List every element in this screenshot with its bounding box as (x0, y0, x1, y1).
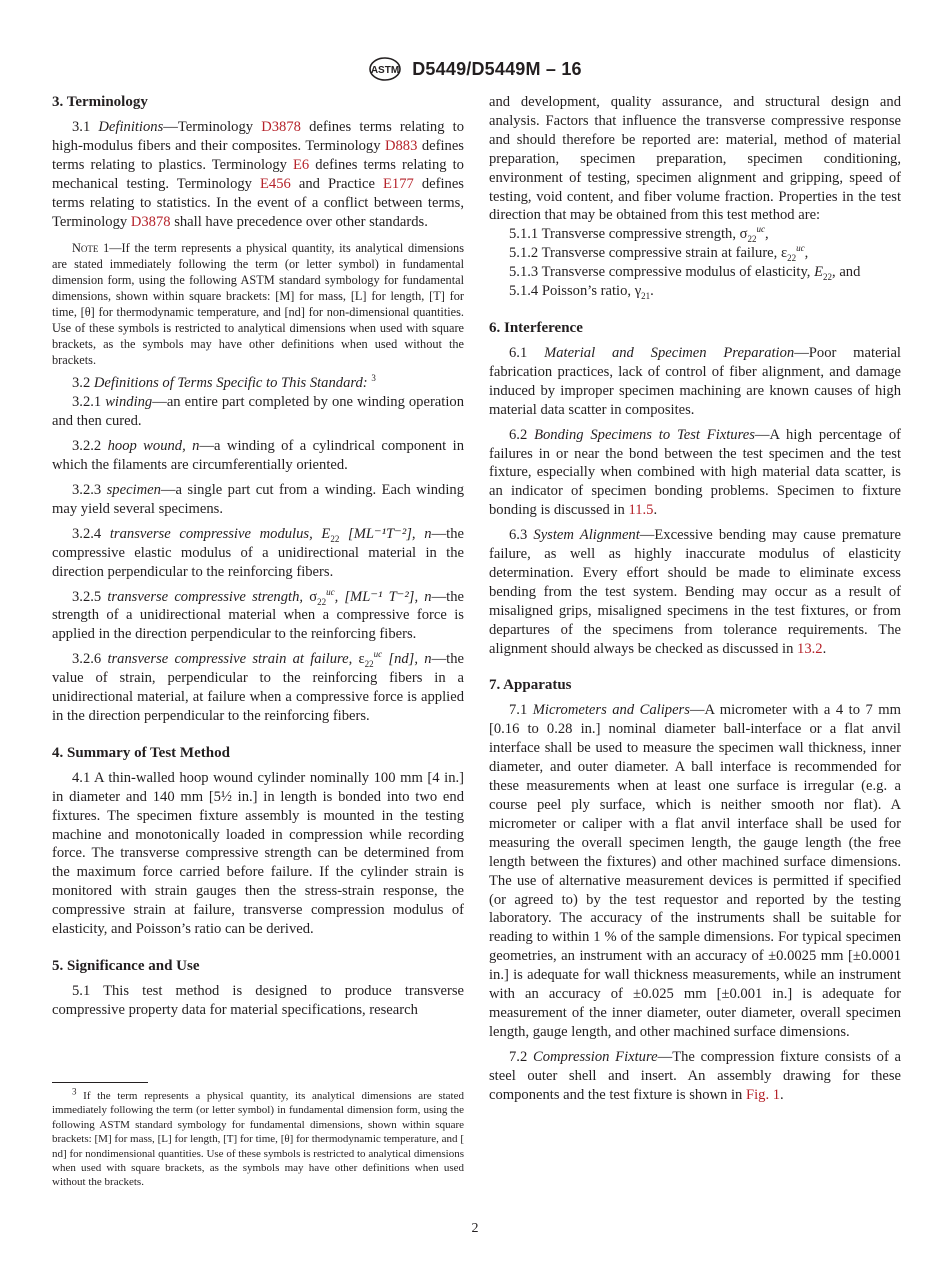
paragraph-3-2-5: 3.2.5 transverse compressive strength, $\sigma_{22}^{uc}$, [ML⁻¹ T⁻²], n—the strength of a unidirectional material when a compressive force is applied in the direction perpendicular to the reinforcing fibers. (52, 586, 464, 643)
paragraph-6-2: 6.2 Bonding Specimens to Test Fixtures—A high percentage of failures in or near the bond between the test specimen and the test fixture, especially when combined with high material data scatter, is an indicator of specimen bonding problems. Specimen to fixture bonding is discussed in 11.5. (489, 426, 902, 519)
section-6-heading: 6. Interference (489, 319, 583, 336)
link-e456[interactable]: E456 (260, 175, 291, 192)
document-title: D5449/D5449M – 16 (412, 58, 582, 79)
item-5-1-1: 5.1.1 Transverse compressive strength, $\sigma_{22}^{uc}$, (509, 224, 769, 245)
link-d3878[interactable]: D3878 (261, 119, 301, 135)
paragraph-3-2: 3.2 Definitions of Terms Specific to This Standard: $^3$ (72, 373, 376, 392)
paragraph-3-1: 3.1 Definitions—Terminology D3878 defines terms relating to high-modulus fibers and their composites. Terminology D883 defines terms relating to plastics. Terminology E6 defines terms relating to mechanical testing. Terminology E456 and Practice E177 defines terms relating to statistics. In the event of a conflict between terms, Terminology D3878 shall have precedence over other standards. (52, 119, 464, 230)
link-e6[interactable]: E6 (293, 156, 310, 173)
paragraph-6-3: 6.3 System Alignment—Excessive bending may cause premature failure, as well as highly inaccurate modulus of elasticity determination. Every effort should be made to eliminate excess bending from the test system. Bending may occur as a result of misaligned grips, misaligned specimens in the test fixtures, or from departures of the specimens from tolerance requirements. The alignment should always be checked as discussed in 13.2. (489, 527, 901, 657)
paragraph-3-2-1: 3.2.1 winding—an entire part completed by one winding operation and then cured. (52, 394, 464, 430)
link-section-11-5[interactable]: 11.5 (628, 502, 654, 519)
link-d3878-2[interactable]: D3878 (130, 213, 171, 230)
page-header (0, 56, 950, 84)
paragraph-3-2-2: 3.2.2 hoop wound, n—a winding of a cylindrical component in which the filaments are circumferentially oriented. (52, 438, 464, 474)
link-section-13-2[interactable]: 13.2 (797, 640, 823, 657)
paragraph-7-2: 7.2 Compression Fixture—The compression fixture consists of a steel outer shell and insert. An assembly drawing for these components and the test fixture is shown in Fig. 1. (489, 1048, 901, 1103)
page-number: 2 (471, 1221, 479, 1236)
paragraph-4-1: 4.1 A thin-walled hoop wound cylinder nominally 100 mm [4 in.] in diameter and 140 mm [5½ in.] in length is bonded into two end fixtures. The specimen fixture assembly is mounted in the testing machine and monotonically loaded in compression while recording force. The transverse compressive strength can be determined from the maximum force carried before failure. If the cylinder strain is monitored with strain gauges then the stress-strain response, the compressive strain at failure, transverse compression modulus of elasticity, and Poisson’s ratio can be derived. (52, 769, 464, 938)
paragraph-5-1-continued: and development, quality assurance, and structural design and analysis. Factors that influence the transverse compressive response and should therefore be reported are: material, method of material preparation, specimen preparation, specimen conditioning, environment of testing, specimen alignment and gripping, speed of testing, void content, and fiber volume fraction. Properties in the test direction that may be obtained from this test method are: (489, 94, 901, 224)
item-5-1-4: 5.1.4 Poisson’s ratio, $\gamma_{21}$. (509, 283, 654, 301)
link-e177[interactable]: E177 (383, 175, 414, 192)
paragraph-3-2-3: 3.2.3 specimen—a single part cut from a winding. Each winding may yield several specimens. (52, 481, 465, 517)
paragraph-3-2-4: 3.2.4 transverse compressive modulus, $E_{22}$ [ML⁻¹T⁻²], n—the compressive elastic modulus of a unidirectional material in the direction perpendicular to the reinforcing fibers. (52, 525, 464, 580)
footnote-divider (52, 1082, 148, 1083)
section-3-heading: 3. Terminology (52, 94, 148, 110)
section-5-heading: 5. Significance and Use (52, 958, 200, 974)
astm-logo-icon (368, 56, 402, 82)
paragraph-6-1: 6.1 Material and Specimen Preparation—Poor material fabrication practices, lack of control of fiber alignment, and damage induced by improper specimen machining are known causes of high material data scatter in composites. (489, 344, 901, 418)
paragraph-7-1: 7.1 Micrometers and Calipers—A micrometer with a 4 to 7 mm [0.16 to 0.28 in.] nominal diameter ball-interface or a flat anvil interface shall be used to measure the specimen wall thickness, inner diameter, and outer diameter. A ball interface is recommended for these measurements when at least one surface is irregular (e.g. a course peel ply surface, which is neither smooth nor flat). A micrometer or caliper with a flat anvil interface shall be used for measuring the overall specimen length, the gauge length (the free length between the fixtures) and other machined surface dimensions. The use of alternative measurement devices is permitted if specified (or agreed to) by the test requestor and reported by the testing laboratory. The accuracy of the instruments shall be suitable for reading to within 1 % of the sample dimensions. For typical specimen geometries, an instrument with an accuracy of ±0.0025 mm [±0.0001 in.] is adequate for wall thickness measurements, while an instrument with an accuracy of ±0.025 mm [±0.001 in.] is adequate for measurement of the inner diameter, outer diameter, overall specimen length, gauge length, and other machined surface dimensions. (489, 702, 902, 1040)
link-fig-1[interactable]: Fig. 1 (745, 1086, 781, 1103)
section-7-heading: 7. Apparatus (489, 677, 572, 694)
svg-text:ASTM: ASTM (371, 65, 400, 76)
link-d883[interactable]: D883 (384, 137, 418, 154)
paragraph-5-1-start: 5.1 This test method is designed to produce transverse compressive property data for material specifications, research (52, 983, 464, 1018)
section-4-heading: 4. Summary of Test Method (52, 744, 230, 761)
item-5-1-3: 5.1.3 Transverse compressive modulus of elasticity, $E_{22}$, and (509, 264, 861, 283)
right-column (489, 93, 901, 1105)
left-column (52, 93, 464, 1020)
paragraph-3-2-6: 3.2.6 transverse compressive strain at failure, $\varepsilon_{22}^{uc}$ [nd], n—the value of strain, perpendicular to the reinforcing fibers in a unidirectional material, at failure when a compressive force is applied in the direction perpendicular to the reinforcing fibers. (52, 649, 464, 724)
footnote-3: $^3$ If the term represents a physical quantity, its analytical dimensions are stated immediately following the term (or letter symbol) in fundamental dimension form, using the following ASTM standard symbology for fundamental dimensions, shown within square brackets: [M] for mass, [L] for length, [T] for time, [θ] for thermodynamic temperature, and [ nd] for nondimensional quantities. Use of these symbols is restricted to analytical dimensions when used with square brackets, as the symbols may have other definitions when used without the brackets. (52, 1086, 464, 1189)
item-5-1-2: 5.1.2 Transverse compressive strain at failure, $\varepsilon_{22}^{uc}$, (509, 243, 809, 264)
note-1: Note 1—If the term represents a physical quantity, its analytical dimensions are stated immediately following the term (or letter symbol) in fundamental dimension form, using the following ASTM standard symbology for fundamental dimensions, shown within square brackets: [M] for mass, [L] for length, [T] for time, [θ] for thermodynamic temperature, and [nd] for non-dimensional quantities. Use of these symbols is restricted to analytical dimensions when used with square brackets, as the symbols may have other definitions when used without the brackets. (52, 241, 464, 368)
